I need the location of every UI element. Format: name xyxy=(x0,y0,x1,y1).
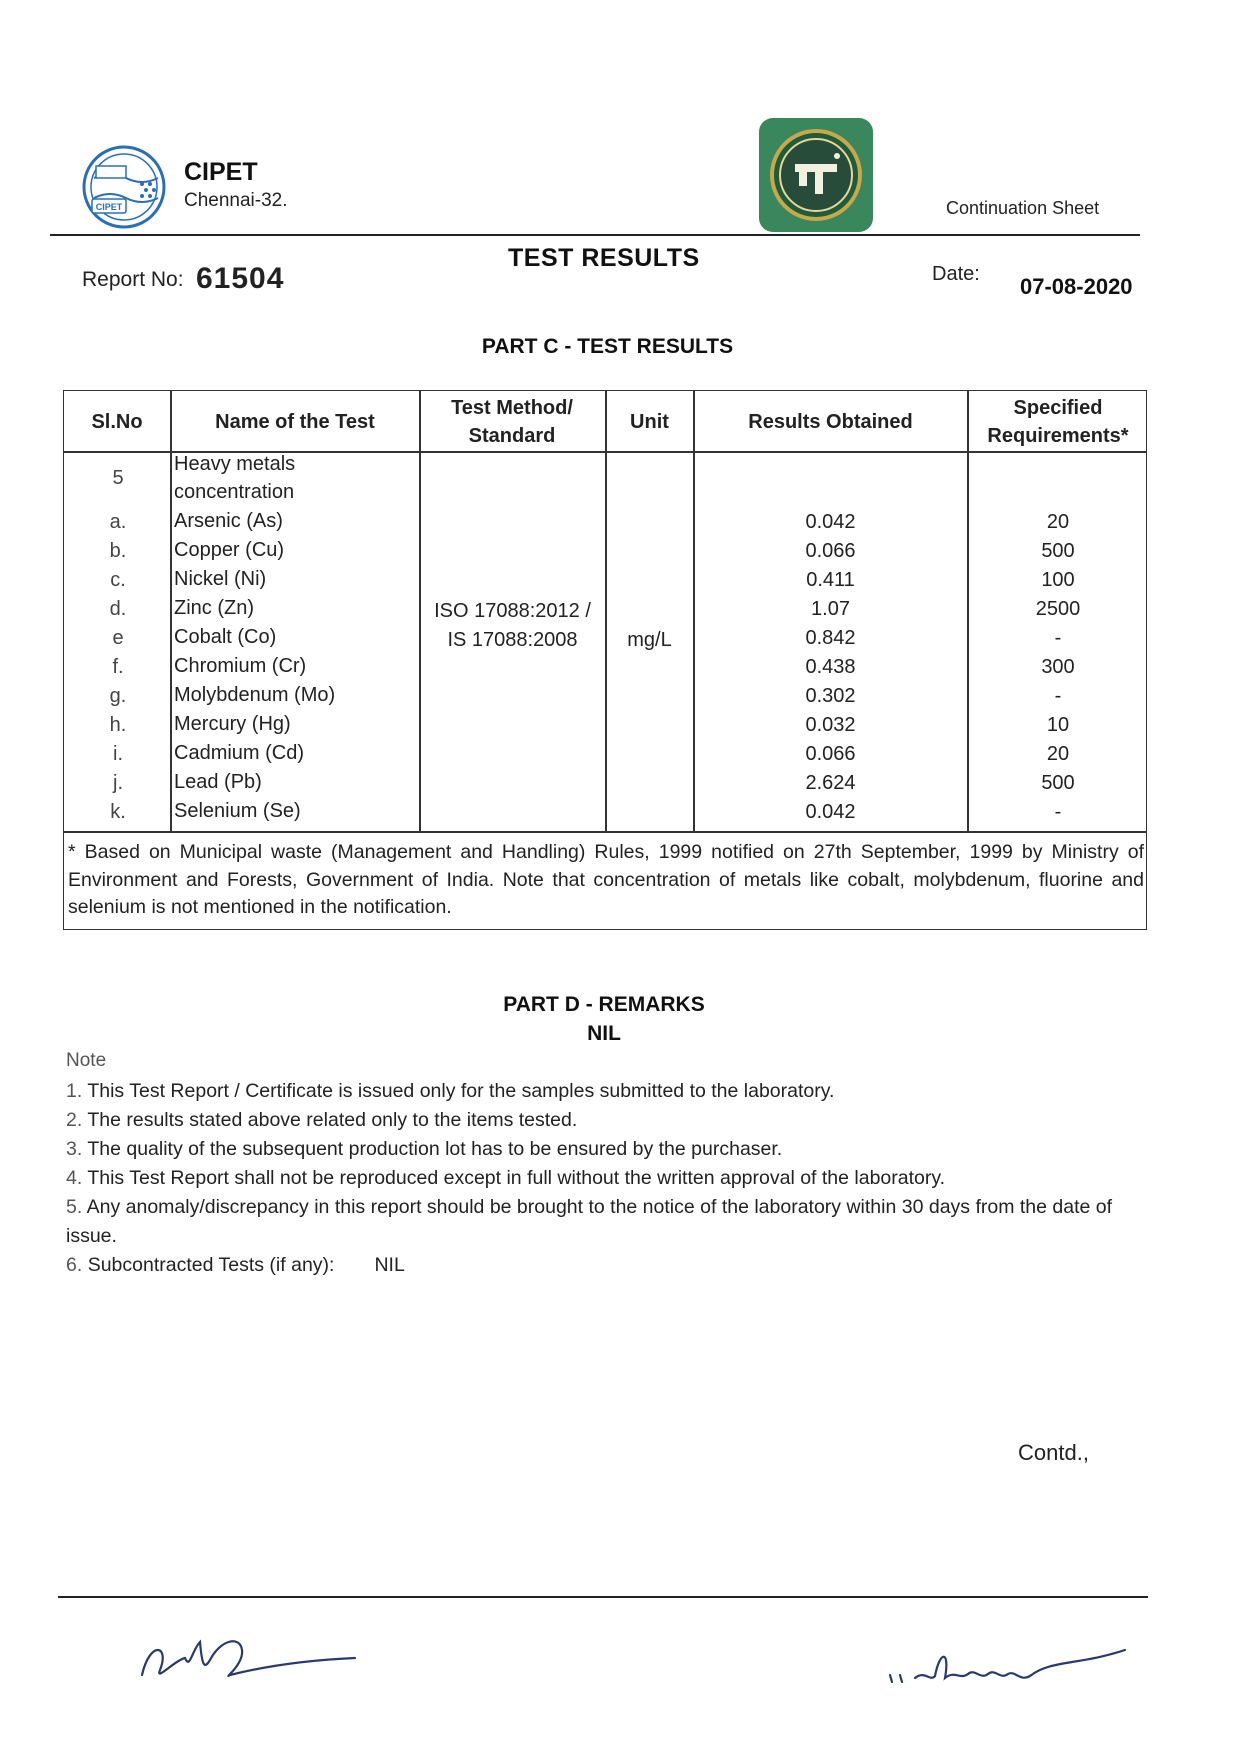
row-sl-no: a. xyxy=(109,511,127,533)
column-header-spec: Specified Requirements* xyxy=(987,397,1129,447)
test-method-line1: ISO 17088:2012 / xyxy=(434,600,591,622)
row-sl-no: i. xyxy=(113,743,123,765)
row-test-name: Copper (Cu) xyxy=(174,539,285,561)
row-sl-no: e xyxy=(112,627,124,649)
row-spec: 500 xyxy=(1041,772,1075,794)
list-item xyxy=(66,1251,1126,1280)
row-spec: 2500 xyxy=(1035,598,1081,620)
subcontracted-value: NIL xyxy=(374,1254,405,1276)
group-name-line1: Heavy metals xyxy=(174,453,296,475)
continued-label: Contd., xyxy=(1018,1440,1089,1465)
column-header-test-name: Name of the Test xyxy=(215,411,375,433)
row-test-name: Mercury (Hg) xyxy=(174,713,291,735)
column-divider xyxy=(605,391,607,832)
note-number: 2. xyxy=(66,1109,83,1131)
note-number: 6. xyxy=(66,1254,83,1276)
column-header-sl-no: Sl.No xyxy=(91,411,143,433)
row-result: 0.842 xyxy=(805,627,856,649)
report-number-label: Report No: xyxy=(82,268,184,291)
row-result: 0.042 xyxy=(805,801,856,823)
row-sl-no: j. xyxy=(113,772,123,794)
row-spec: 100 xyxy=(1041,569,1075,591)
report-date: 07-08-2020 xyxy=(1020,274,1133,299)
note-text: The results stated above related only to the items tested. xyxy=(87,1109,578,1131)
table-footnote: * Based on Municipal waste (Management and Handling) Rules, 1999 notified on 27th September, 1999 by Ministry of Environment and Forests, Government of India. Note that concentration of metals like cobalt, molybdenum, fluorine and selenium is not mentioned in the notification. xyxy=(68,841,1144,918)
note-text: This Test Report / Certificate is issued only for the samples submitted to the laboratory. xyxy=(87,1080,835,1102)
row-test-name: Molybdenum (Mo) xyxy=(174,684,336,706)
date-label: Date: xyxy=(932,263,980,285)
part-d-value: NIL xyxy=(587,1022,621,1045)
list-item xyxy=(66,1164,1126,1193)
continuation-sheet-label: Continuation Sheet xyxy=(946,198,1100,218)
list-item xyxy=(66,1106,1126,1135)
column-divider xyxy=(967,391,969,832)
list-item xyxy=(66,1077,1126,1106)
list-item xyxy=(66,1193,1126,1251)
hologram-seal xyxy=(757,116,875,234)
row-sl-no: k. xyxy=(110,801,126,823)
row-spec: 300 xyxy=(1041,656,1075,678)
org-city: Chennai-32. xyxy=(184,190,288,211)
row-spec: 20 xyxy=(1046,743,1070,765)
row-result: 0.066 xyxy=(805,743,856,765)
svg-text:CIPET: CIPET xyxy=(95,202,123,212)
test-method-line2: IS 17088:2008 xyxy=(447,629,578,651)
test-results-table xyxy=(63,390,1147,930)
note-number: 4. xyxy=(66,1167,83,1189)
cipet-logo xyxy=(80,142,172,232)
row-sl-no: c. xyxy=(110,569,126,591)
org-name: CIPET xyxy=(184,158,258,186)
note-text: Subcontracted Tests (if any): xyxy=(87,1254,335,1276)
note-text: This Test Report shall not be reproduced except in full without the written approval of the laboratory. xyxy=(87,1167,946,1189)
notes-heading: Note xyxy=(66,1050,107,1071)
row-result: 2.624 xyxy=(805,772,856,794)
row-sl-no: h. xyxy=(109,714,127,736)
row-test-name: Cobalt (Co) xyxy=(174,626,277,648)
row-result: 0.042 xyxy=(805,511,856,533)
signature-right xyxy=(880,1630,1140,1690)
row-result: 1.07 xyxy=(811,598,850,620)
column-header-unit: Unit xyxy=(630,411,669,433)
row-sl-no: f. xyxy=(112,656,124,678)
row-spec: 10 xyxy=(1046,714,1070,736)
row-spec: - xyxy=(1054,627,1062,649)
row-test-name: Selenium (Se) xyxy=(174,800,301,822)
row-sl-no: g. xyxy=(109,685,127,707)
row-result: 0.438 xyxy=(805,656,856,678)
row-sl-no: b. xyxy=(109,540,127,562)
row-test-name: Chromium (Cr) xyxy=(174,655,307,677)
row-test-name: Cadmium (Cd) xyxy=(174,742,305,764)
row-result: 0.032 xyxy=(805,714,856,736)
part-d-title: PART D - REMARKS xyxy=(503,993,705,1016)
unit-value: mg/L xyxy=(627,629,672,651)
row-result: 0.302 xyxy=(805,685,856,707)
row-result: 0.066 xyxy=(805,540,856,562)
list-item xyxy=(66,1135,1126,1164)
note-text: The quality of the subsequent production lot has to be ensured by the purchaser. xyxy=(87,1138,783,1160)
note-text: Any anomaly/discrepancy in this report should be brought to the notice of the laboratory within 30 days from the date of issue. xyxy=(66,1196,1113,1247)
note-number: 5. xyxy=(66,1196,83,1218)
note-number: 3. xyxy=(66,1138,83,1160)
page-title: TEST RESULTS xyxy=(508,244,700,272)
column-header-method: Test Method/ Standard xyxy=(451,397,573,447)
header-divider xyxy=(50,234,1140,236)
row-spec: 20 xyxy=(1046,511,1070,533)
row-test-name: Arsenic (As) xyxy=(174,510,283,532)
row-spec: - xyxy=(1054,801,1062,823)
row-test-name: Lead (Pb) xyxy=(174,771,262,793)
group-sl-no: 5 xyxy=(112,467,124,489)
part-d-heading xyxy=(0,990,1208,1048)
row-test-name: Zinc (Zn) xyxy=(174,597,254,619)
row-test-name: Nickel (Ni) xyxy=(174,568,267,590)
note-number: 1. xyxy=(66,1080,83,1102)
row-sl-no: d. xyxy=(109,598,127,620)
part-c-heading: PART C - TEST RESULTS xyxy=(481,335,734,358)
group-name-line2: concentration xyxy=(174,481,295,503)
footer-divider xyxy=(58,1596,1148,1598)
row-spec: 500 xyxy=(1041,540,1075,562)
report-number: 61504 xyxy=(196,262,285,295)
row-result: 0.411 xyxy=(806,569,855,591)
column-header-results: Results Obtained xyxy=(748,411,913,433)
row-spec: - xyxy=(1054,685,1062,707)
signature-left xyxy=(130,1620,370,1690)
notes-list xyxy=(66,1077,1126,1280)
